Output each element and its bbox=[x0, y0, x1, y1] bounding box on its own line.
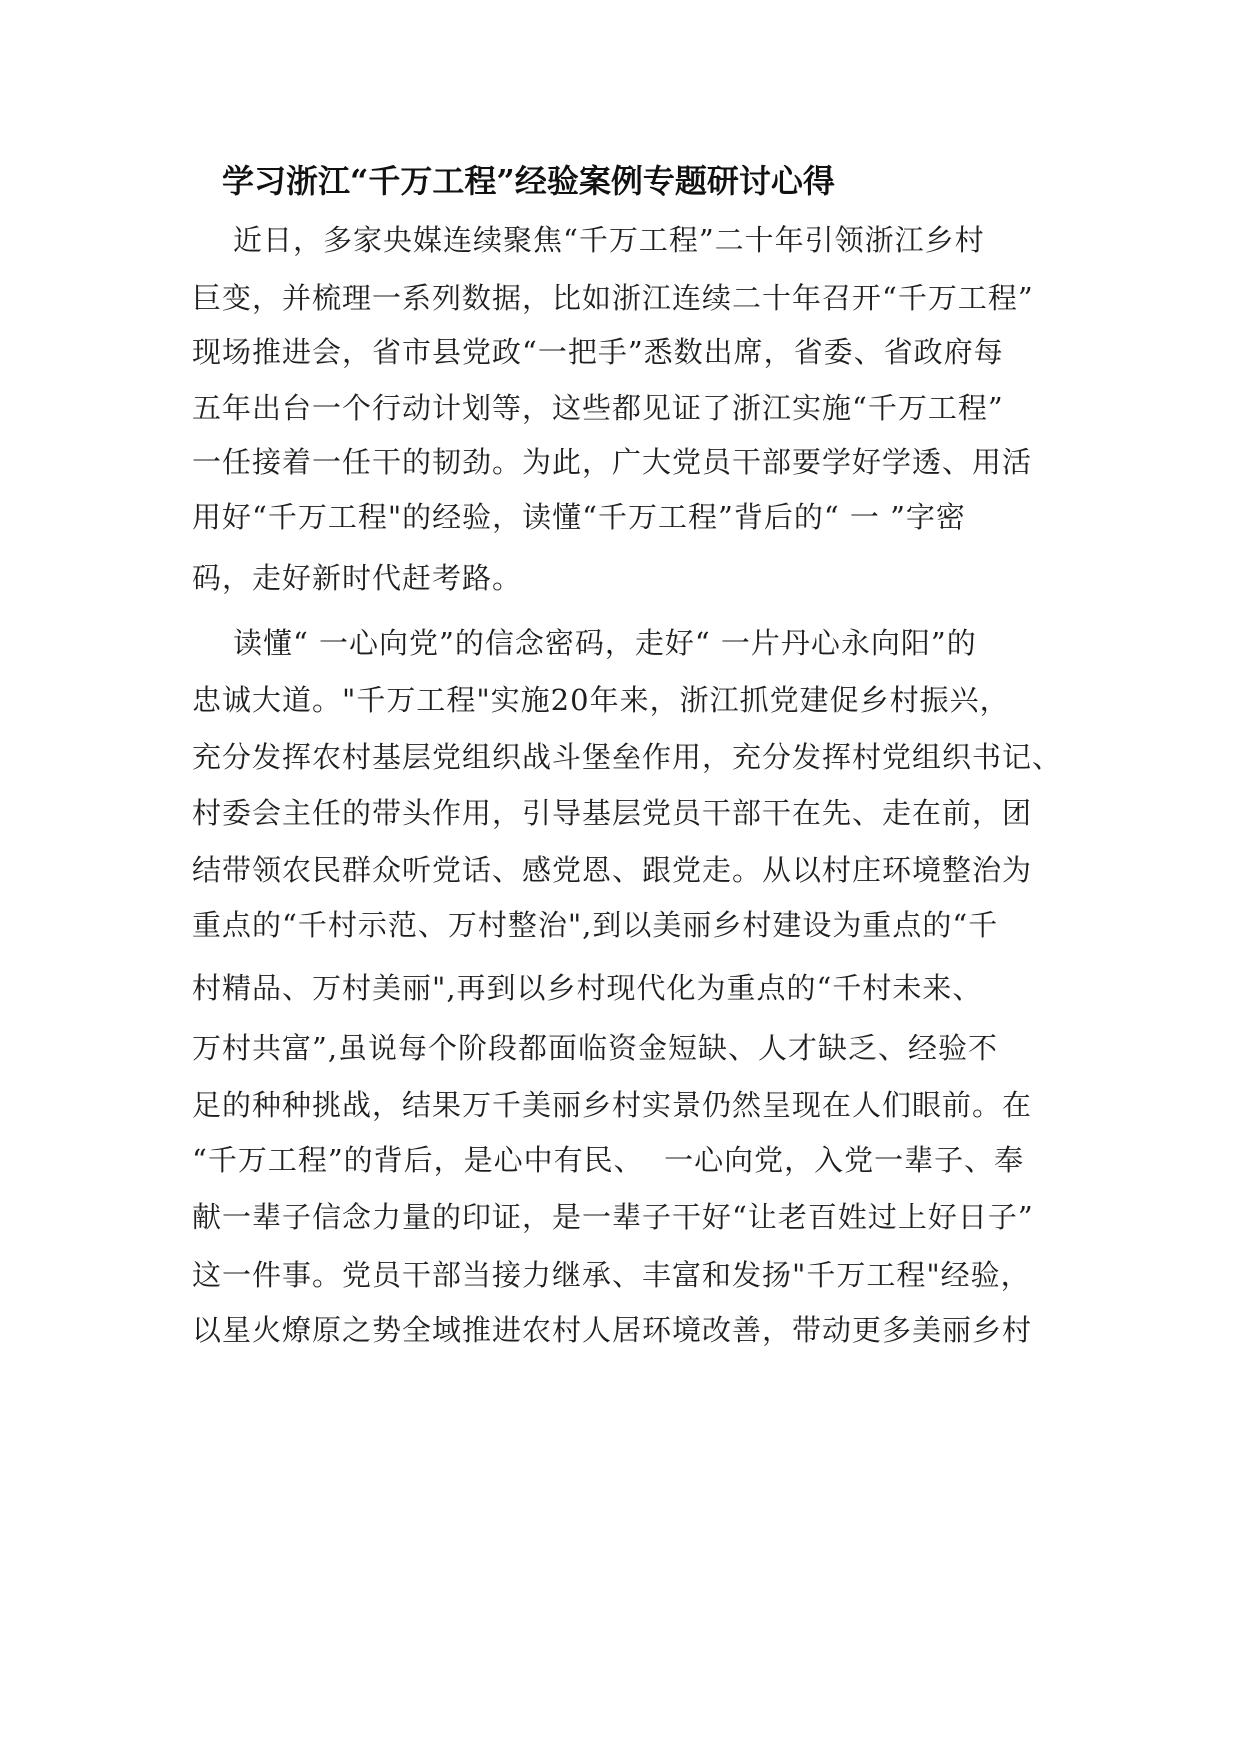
paragraph-2-line-13: 以星火燎原之势全域推进农村人居环境改善，带动更多美丽乡村 bbox=[192, 1313, 1033, 1347]
paragraph-2-line-10: “千万工程”的背后，是心中有民、 一心向党，入党一辈子、奉 bbox=[192, 1143, 1025, 1177]
document-title: 学习浙江“千万工程”经验案例专题研讨心得 bbox=[222, 162, 835, 200]
paragraph-2-line-8: 万村共富”,虽说每个阶段都面临资金短缺、人才缺乏、经验不 bbox=[192, 1031, 999, 1065]
paragraph-1-line-3: 现场推进会，省市县党政“一把手”悉数出席，省委、省政府每 bbox=[192, 335, 1004, 369]
paragraph-1-line-2: 巨变，并梳理一系列数据，比如浙江连续二十年召开“千万工程” bbox=[192, 281, 1034, 315]
paragraph-1-line-7: 码，走好新时代赶考路。 bbox=[192, 561, 523, 595]
paragraph-2-line-12: 这一件事。党员干部当接力继承、丰富和发扬"千万工程"经验， bbox=[192, 1258, 1031, 1292]
paragraph-2-line-2: 忠诚大道。"千万工程"实施20年来，浙江抓党建促乡村振兴， bbox=[192, 683, 1010, 717]
paragraph-1-line-1: 近日，多家央媒连续聚焦“千万工程”二十年引领浙江乡村 bbox=[233, 223, 985, 257]
paragraph-2-line-4: 村委会主任的带头作用，引导基层党员干部干在先、走在前，团 bbox=[192, 796, 1033, 830]
paragraph-2-line-1: 读懂“ 一心向党”的信念密码，走好“ 一片丹心永向阳”的 bbox=[233, 626, 977, 660]
paragraph-1-line-5: 一任接着一任干的韧劲。为此，广大党员干部要学好学透、用活 bbox=[192, 445, 1033, 479]
paragraph-1-line-6: 用好“千万工程"的经验，读懂“千万工程”背后的“ 一 ”字密 bbox=[192, 500, 966, 534]
paragraph-2-line-9: 足的种种挑战，结果万千美丽乡村实景仍然呈现在人们眼前。在 bbox=[192, 1088, 1033, 1122]
paragraph-2-line-3: 充分发挥农村基层党组织战斗堡垒作用，充分发挥村党组织书记、 bbox=[192, 740, 1063, 774]
paragraph-2-line-7: 村精品、万村美丽",再到以乡村现代化为重点的“千村未来、 bbox=[192, 971, 983, 1005]
paragraph-2-line-11: 献一辈子信念力量的印证，是一辈子干好“让老百姓过上好日子” bbox=[192, 1200, 1034, 1234]
paragraph-1-line-4: 五年出台一个行动计划等，这些都见证了浙江实施“千万工程” bbox=[192, 391, 1004, 425]
paragraph-2-line-5: 结带领农民群众听党话、感党恩、跟党走。从以村庄环境整治为 bbox=[192, 853, 1033, 887]
paragraph-2-line-6: 重点的“千村示范、万村整治",到以美丽乡村建设为重点的“千 bbox=[192, 908, 999, 942]
